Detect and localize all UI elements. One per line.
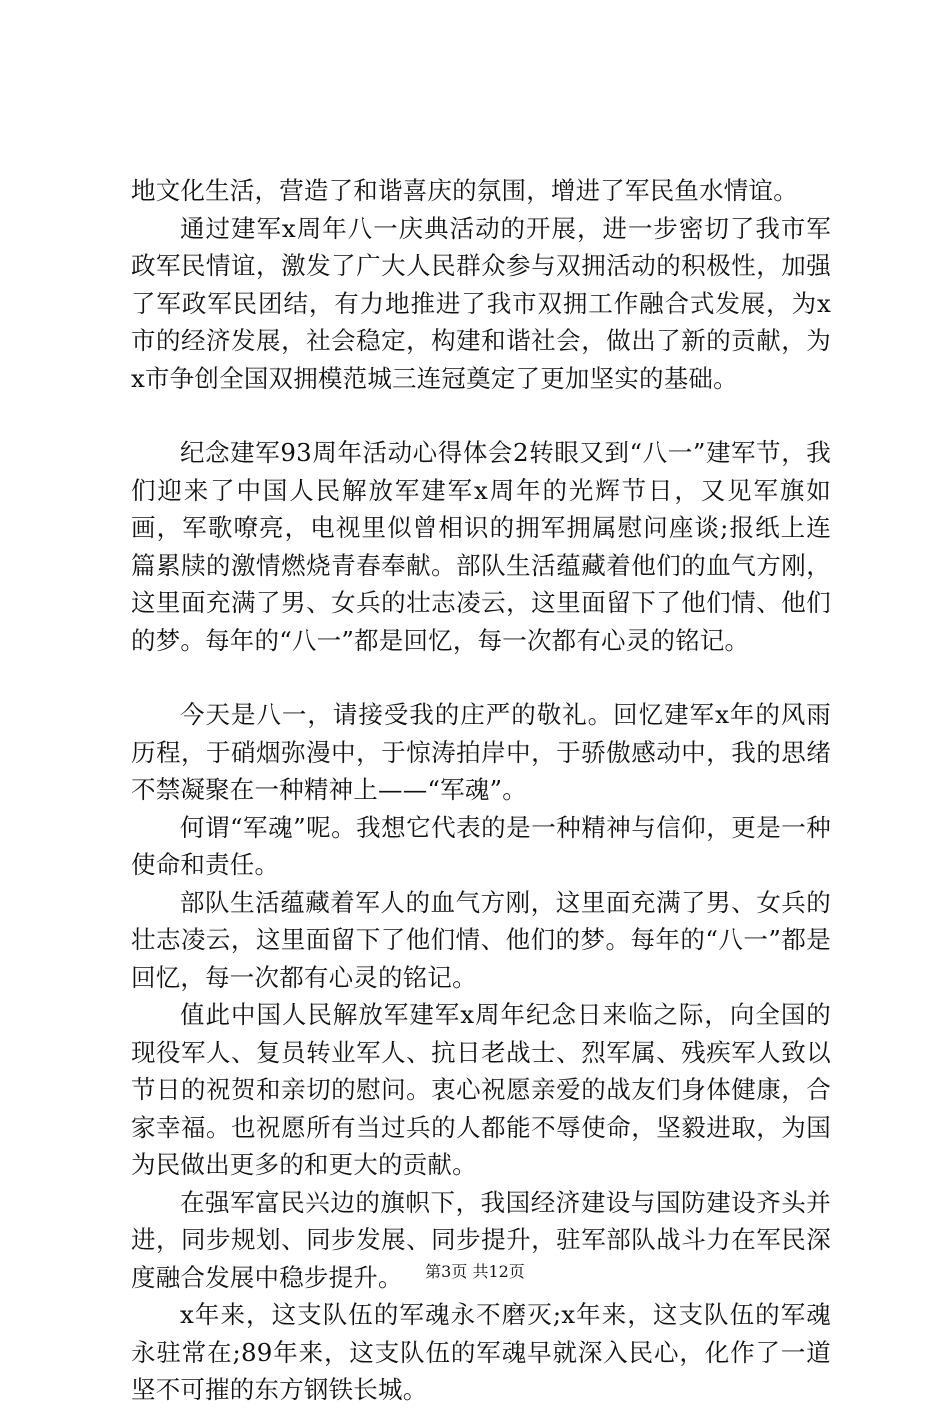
paragraph: 纪念建军93周年活动心得体会2转眼又到“八一”建军节，我们迎来了中国人民解放军建军x周年的光辉节日，又见军旗如画，军歌嘹亮，电视里似曾相识的拥军拥属慰问座谈;报纸上连篇累牍的激情燃烧青春奉献。部队生活蕴藏着他们的血气方刚，这里面充满了男、女兵的壮志凌云，这里面留下了他们情、他们的梦。每年的“八一”都是回忆，每一次都有心灵的铭记。 <box>131 438 831 655</box>
paragraph-spacer <box>131 397 831 434</box>
paragraph: 部队生活蕴藏着军人的血气方刚，这里面充满了男、女兵的壮志凌云，这里面留下了他们情、他们的梦。每年的“八一”都是回忆，每一次都有心灵的铭记。 <box>131 887 831 992</box>
paragraph: 值此中国人民解放军建军x周年纪念日来临之际，向全国的现役军人、复员转业军人、抗日老战士、烈军属、残疾军人致以节日的祝贺和亲切的慰问。衷心祝愿亲爱的战友们身体健康，合家幸福。也祝愿所有当过兵的人都能不辱使命，坚毅进取，为国为民做出更多的和更大的贡献。 <box>131 1000 831 1179</box>
paragraph: 何谓“军魂”呢。我想它代表的是一种精神与信仰，更是一种使命和责任。 <box>131 812 831 879</box>
paragraph: 在强军富民兴边的旗帜下，我国经济建设与国防建设齐头并进，同步规划、同步发展、同步提升，驻军部队战斗力在军民深度融合发展中稳步提升。 <box>131 1187 831 1292</box>
paragraph: x年来，这支队伍的军魂永不磨灭;x年来，这支队伍的军魂永驻常在;89年来，这支队伍的军魂早就深入民心，化作了一道坚不可摧的东方钢铁长城。 <box>131 1300 831 1404</box>
paragraph: 通过建军x周年八一庆典活动的开展，进一步密切了我市军政军民情谊，激发了广大人民群众参与双拥活动的积极性，加强了军政军民团结，有力地推进了我市双拥工作融合式发展，为x市的经济发展，社会稳定，构建和谐社会，做出了新的贡献，为x市争创全国双拥模范城三连冠奠定了更加坚实的基础。 <box>131 213 831 393</box>
document-body <box>131 172 831 1409</box>
page-footer: 第3页 共12页 <box>425 1262 525 1281</box>
paragraph-continuation: 地文化生活，营造了和谐喜庆的氛围，增进了军民鱼水情谊。 <box>131 176 798 205</box>
paragraph: 今天是八一，请接受我的庄严的敬礼。回忆建军x年的风雨历程，于硝烟弥漫中，于惊涛拍岸中，于骄傲感动中，我的思绪不禁凝聚在一种精神上——“军魂”。 <box>131 700 831 804</box>
paragraph-spacer <box>131 659 831 696</box>
